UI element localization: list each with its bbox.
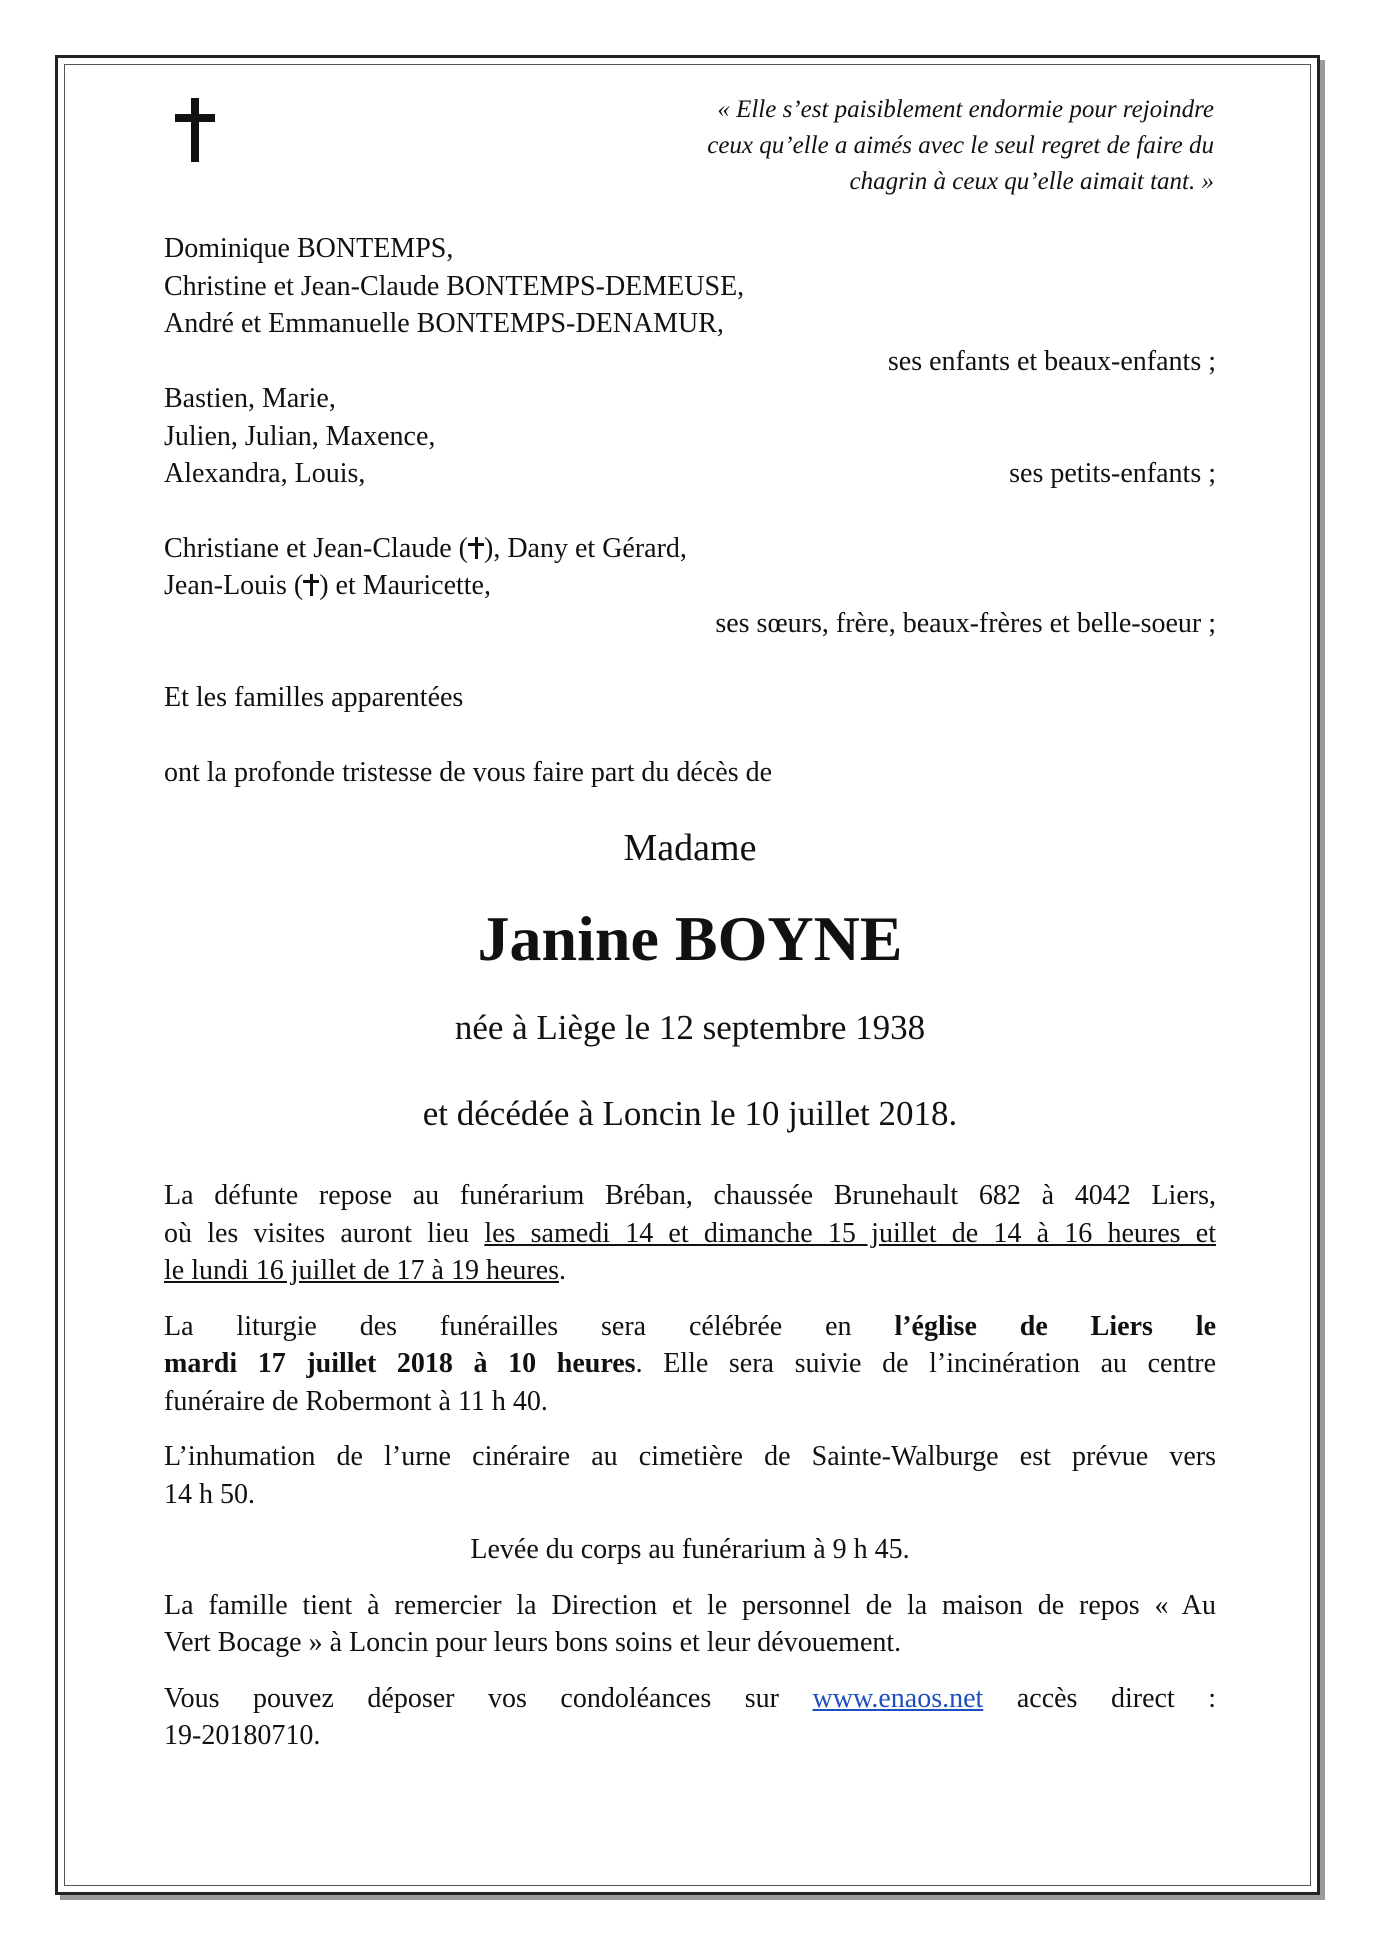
paragraph-line: [164, 1308, 1216, 1346]
visit-schedule: le lundi 16 juillet de 17 à 19 heures: [164, 1255, 560, 1286]
condolences-text: Vous pouvez déposer vos condoléances sur: [164, 1682, 813, 1714]
sibling-text: Jean-Louis (: [164, 570, 304, 601]
death-line: et décédée à Loncin le 10 juillet 2018.: [422, 1094, 958, 1133]
paragraph-line: 19-20180710.: [164, 1720, 321, 1751]
visit-text: .: [559, 1255, 567, 1286]
sibling-text: ), Dany et Gérard,: [484, 532, 687, 564]
paragraph-line: Vert Bocage » à Loncin pour leurs bons soins et leur dévouement.: [164, 1627, 902, 1658]
thanks-paragraph: [164, 1587, 1216, 1662]
liturgy-place: l’église de Liers le: [894, 1310, 1216, 1342]
sibling-text: Christiane et Jean-Claude (: [164, 532, 469, 564]
paragraph-line: L’inhumation de l’urne cinéraire au cimetière de Sainte-Walburge est prévue vers: [164, 1441, 1216, 1472]
epigraph-quote: [494, 92, 1214, 200]
quote-line: chagrin à ceux qu’elle aimait tant. »: [849, 168, 1214, 195]
levee-line: Levée du corps au funérarium à 9 h 45.: [470, 1534, 910, 1565]
liturgy-text: La liturgie des funérailles sera célébrée en: [164, 1310, 895, 1342]
paragraph-line: funéraire de Robermont à 11 h 40.: [164, 1385, 548, 1417]
liturgy-paragraph: [164, 1308, 1216, 1421]
family-name-line: [164, 455, 1216, 493]
enaos-link[interactable]: www.enaos.net: [812, 1682, 984, 1714]
relation-label: ses petits-enfants ;: [1009, 458, 1216, 489]
inhumation-paragraph: [164, 1438, 1216, 1513]
quote-line: ceux qu’elle a aimés avec le seul regret de faire du: [707, 132, 1214, 159]
relation-label: ses enfants et beaux-enfants ;: [887, 345, 1216, 377]
obituary-body: [164, 230, 1216, 1755]
condolences-text: accès direct :: [983, 1682, 1217, 1714]
family-name-line: [164, 567, 1216, 605]
grandchildren-block: [164, 380, 1216, 493]
siblings-block: [164, 530, 1216, 643]
small-cross-icon: [303, 574, 319, 596]
visit-text: où les visites auront lieu: [164, 1217, 485, 1249]
paragraph-line: La famille tient à remercier la Direction et le personnel de la maison de repos « Au: [164, 1589, 1216, 1621]
cross-icon: [175, 98, 215, 162]
families-line: Et les familles apparentées: [164, 682, 464, 713]
paragraph-line: [164, 1215, 1216, 1253]
family-name-line: André et Emmanuelle BONTEMPS-DENAMUR,: [164, 308, 724, 339]
liturgy-datetime: mardi 17 juillet 2018 à 10 heures: [164, 1348, 636, 1379]
deceased-title: Madame: [623, 827, 757, 869]
liturgy-text: . Elle sera suivie de l’incinération au centre: [635, 1348, 1216, 1379]
birth-line: née à Liège le 12 septembre 1938: [454, 1008, 926, 1047]
paragraph-line: [164, 1345, 1216, 1383]
paragraph-line: 14 h 50.: [164, 1478, 255, 1510]
visit-schedule: les samedi 14 et dimanche 15 juillet de 14 à 16 heures et: [484, 1217, 1216, 1249]
deceased-name: Janine BOYNE: [477, 903, 903, 974]
family-name-line: [164, 530, 1216, 568]
quote-line: « Elle s’est paisiblement endormie pour rejoindre: [717, 96, 1214, 123]
paragraph-line: La défunte repose au funérarium Bréban, chaussée Brunehault 682 à 4042 Liers,: [164, 1180, 1216, 1211]
visits-paragraph: [164, 1177, 1216, 1290]
announcement-line: ont la profonde tristesse de vous faire part du décès de: [164, 756, 773, 788]
paragraph-line: [164, 1680, 1216, 1718]
condolences-paragraph: [164, 1680, 1216, 1755]
family-name-text: Alexandra, Louis,: [164, 458, 366, 489]
small-cross-icon: [468, 537, 484, 559]
family-name-line: Julien, Julian, Maxence,: [164, 420, 436, 452]
children-block: [164, 230, 1216, 380]
family-name-line: Dominique BONTEMPS,: [164, 233, 454, 264]
sibling-text: ) et Mauricette,: [319, 570, 491, 601]
relation-label: ses sœurs, frère, beaux-frères et belle-soeur ;: [715, 607, 1216, 639]
family-name-line: Bastien, Marie,: [164, 383, 336, 414]
family-name-line: Christine et Jean-Claude BONTEMPS-DEMEUSE,: [164, 270, 745, 302]
paragraph-line: [164, 1252, 1216, 1290]
